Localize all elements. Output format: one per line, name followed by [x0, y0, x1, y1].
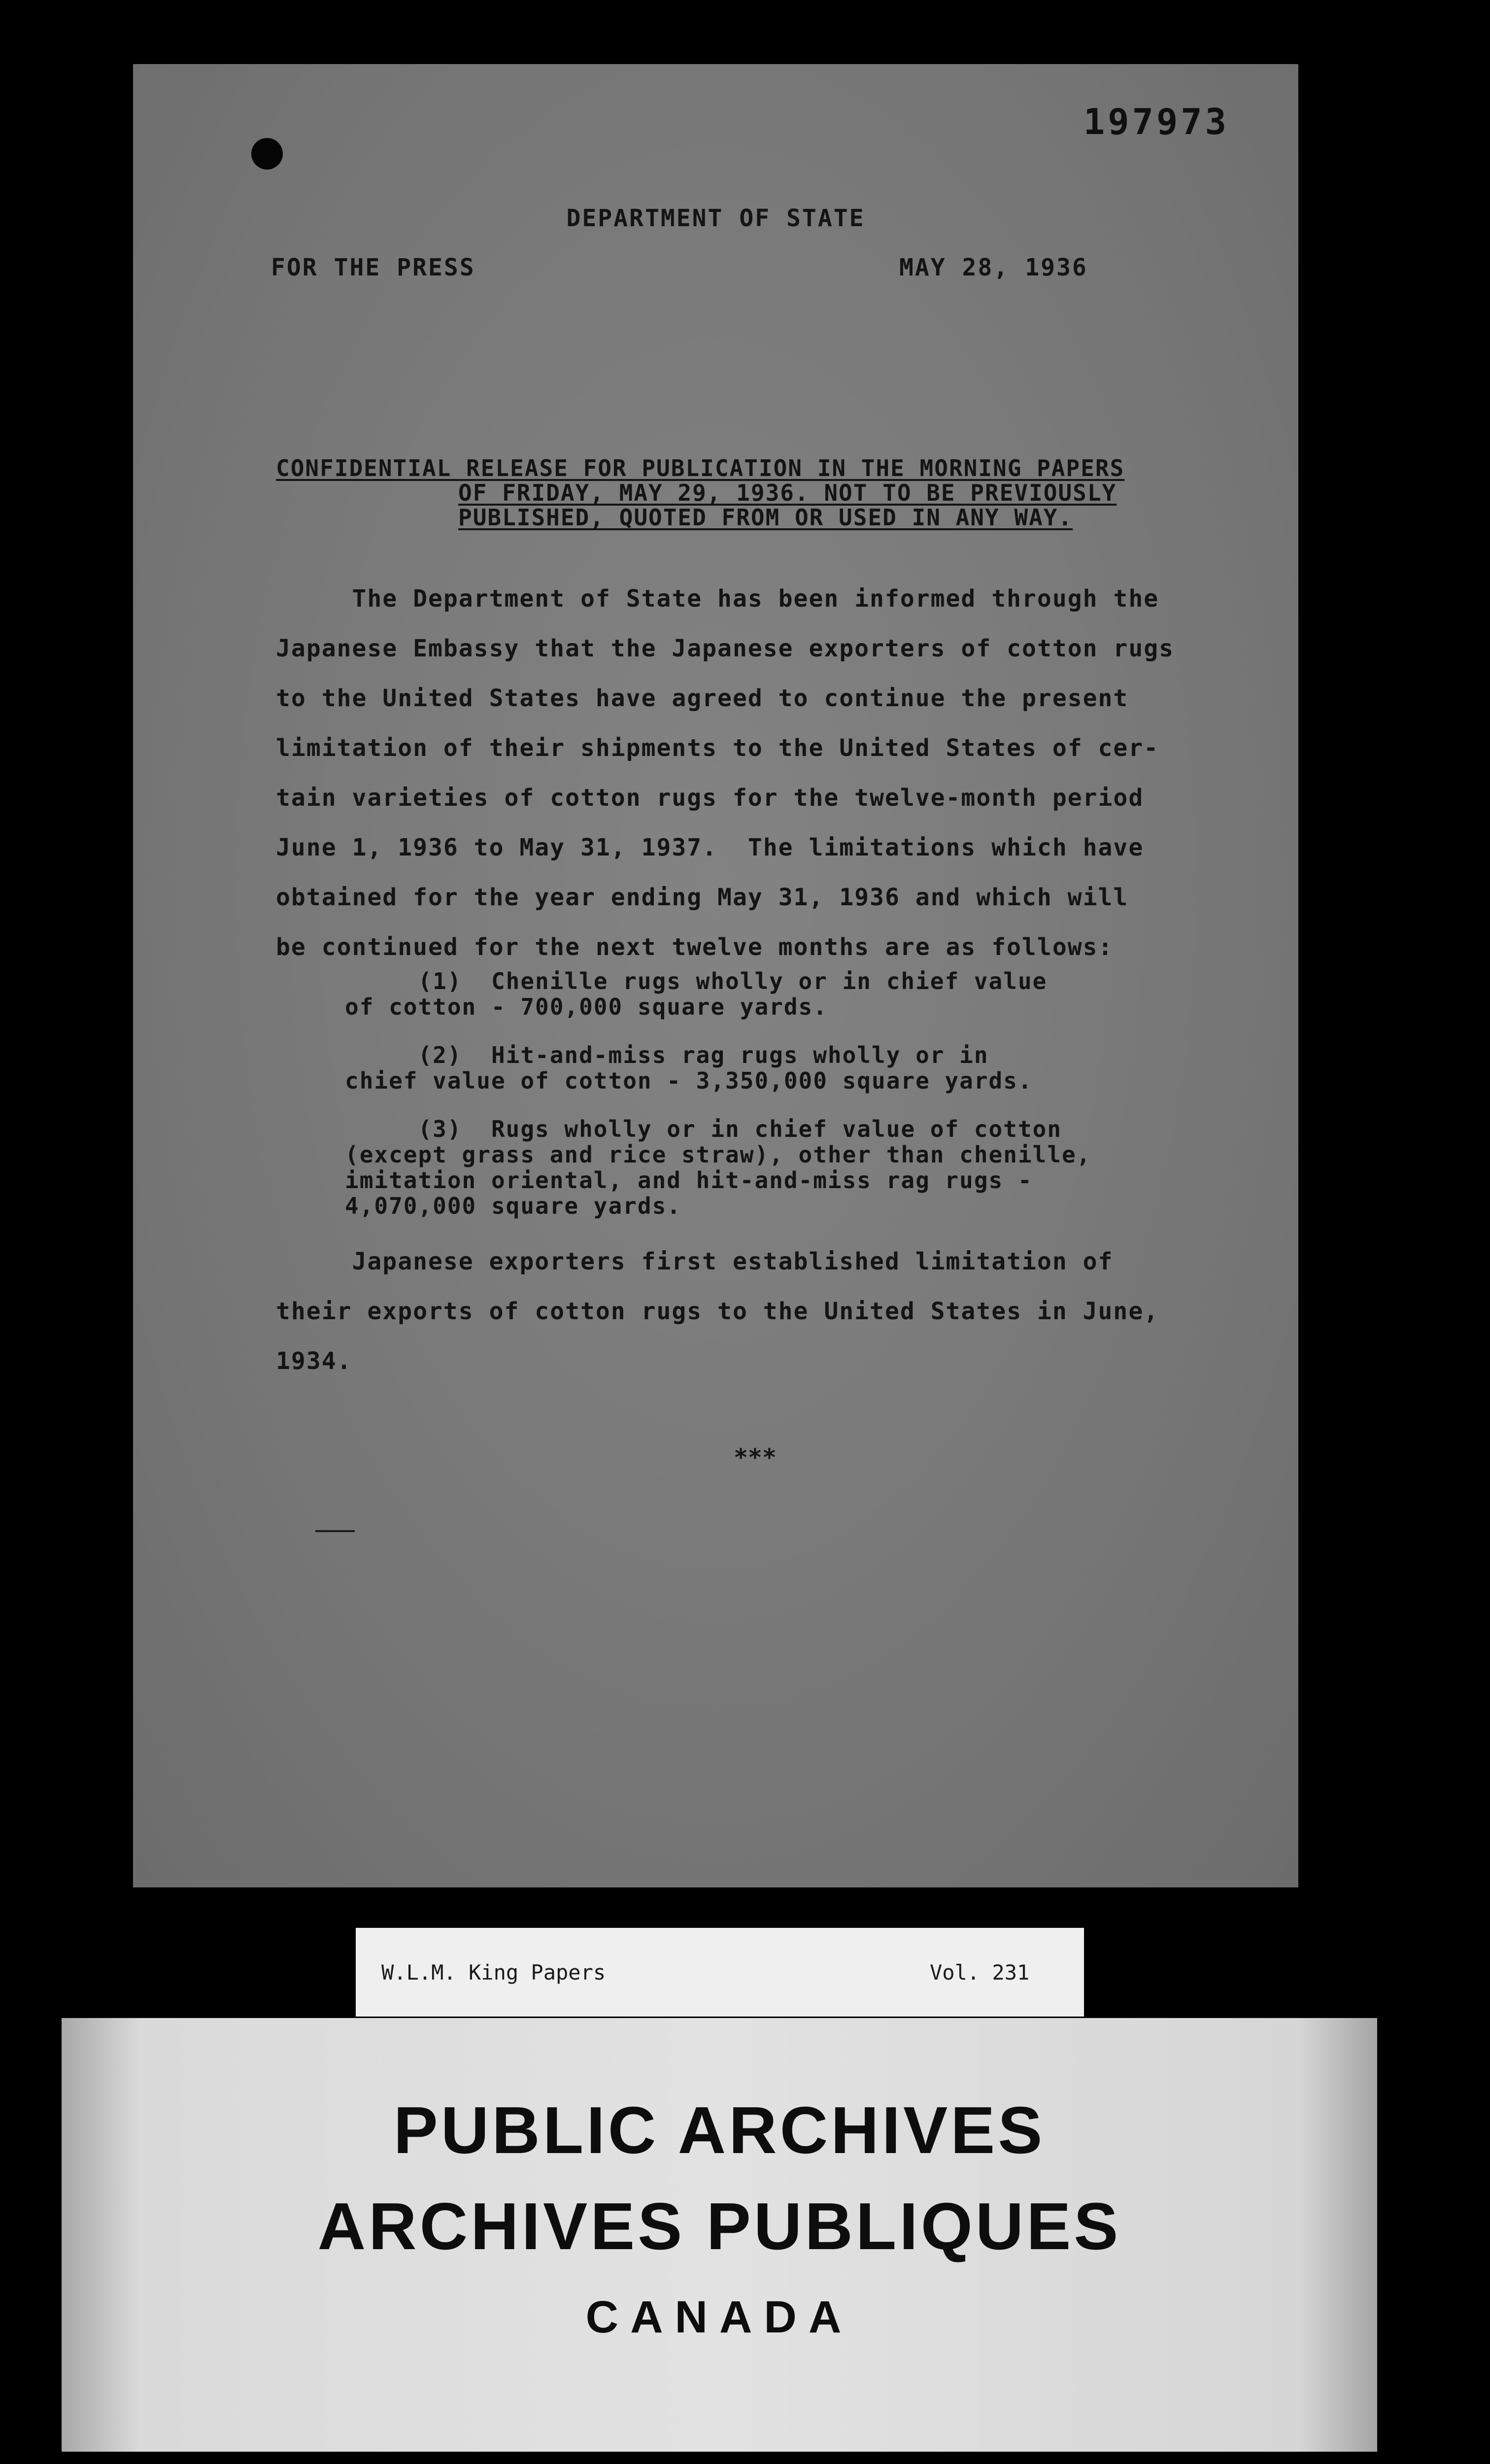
archive-line-country: CANADA	[585, 2292, 853, 2342]
archive-card	[62, 2018, 1377, 2452]
item-line: (1) Chenille rugs wholly or in chief value	[345, 968, 1048, 994]
archive-line-english: PUBLIC ARCHIVES	[393, 2093, 1046, 2167]
body-line: June 1, 1936 to May 31, 1937. The limitations which have	[276, 834, 1144, 861]
item-line: (2) Hit-and-miss rag rugs wholly or in	[345, 1042, 989, 1068]
for-the-press: FOR THE PRESS	[271, 254, 475, 281]
volume-number: Vol. 231	[930, 1960, 1030, 1985]
limitation-item-2	[345, 1042, 1281, 1094]
limitation-item-1	[345, 968, 1281, 1020]
item-line: imitation oriental, and hit-and-miss rag rugs -	[345, 1167, 1033, 1194]
closing-line: Japanese exporters first established limitation of	[276, 1248, 1114, 1275]
body-line: to the United States have agreed to continue the present	[276, 684, 1129, 712]
body-line: obtained for the year ending May 31, 1936 and which will	[276, 884, 1129, 911]
item-line: (except grass and rice straw), other than chenille,	[345, 1141, 1091, 1168]
release-notice-line: OF FRIDAY, MAY 29, 1936. NOT TO BE PREVIOUSLY	[458, 479, 1117, 506]
item-line: 4,070,000 square yards.	[345, 1193, 681, 1219]
item-line: of cotton - 700,000 square yards.	[345, 993, 828, 1020]
body-line: tain varieties of cotton rugs for the twelve-month period	[276, 784, 1144, 812]
closing-line: 1934.	[276, 1347, 352, 1375]
closing-line: their exports of cotton rugs to the United States in June,	[276, 1298, 1159, 1325]
body-line: The Department of State has been informed through the	[276, 585, 1159, 613]
body-line: be continued for the next twelve months are as follows:	[276, 933, 1114, 961]
release-notice-line: PUBLISHED, QUOTED FROM OR USED IN ANY WAY.	[458, 504, 1073, 531]
end-mark: ***	[734, 1444, 777, 1472]
item-line: (3) Rugs wholly or in chief value of cotton	[345, 1116, 1062, 1142]
department-heading: DEPARTMENT OF STATE	[566, 205, 865, 232]
limitation-item-3	[345, 1116, 1281, 1219]
release-date: MAY 28, 1936	[899, 254, 1088, 281]
collection-label	[356, 1928, 1084, 2017]
punch-hole	[251, 138, 283, 170]
body-line: Japanese Embassy that the Japanese exporters of cotton rugs	[276, 635, 1175, 662]
body-paragraph	[276, 574, 1256, 972]
release-notice	[276, 456, 1192, 530]
document-sheet	[133, 64, 1298, 1887]
archive-line-french: ARCHIVES PUBLIQUES	[317, 2189, 1121, 2263]
closing-paragraph	[276, 1237, 1256, 1386]
body-line: limitation of their shipments to the United States of cer-	[276, 734, 1159, 762]
margin-mark	[315, 1530, 355, 1532]
release-notice-line: CONFIDENTIAL RELEASE FOR PUBLICATION IN THE MORNING PAPERS	[276, 455, 1125, 481]
item-line: chief value of cotton - 3,350,000 square yards.	[345, 1067, 1033, 1094]
collection-name: W.L.M. King Papers	[381, 1960, 606, 1985]
document-number: 197973	[1083, 101, 1229, 142]
